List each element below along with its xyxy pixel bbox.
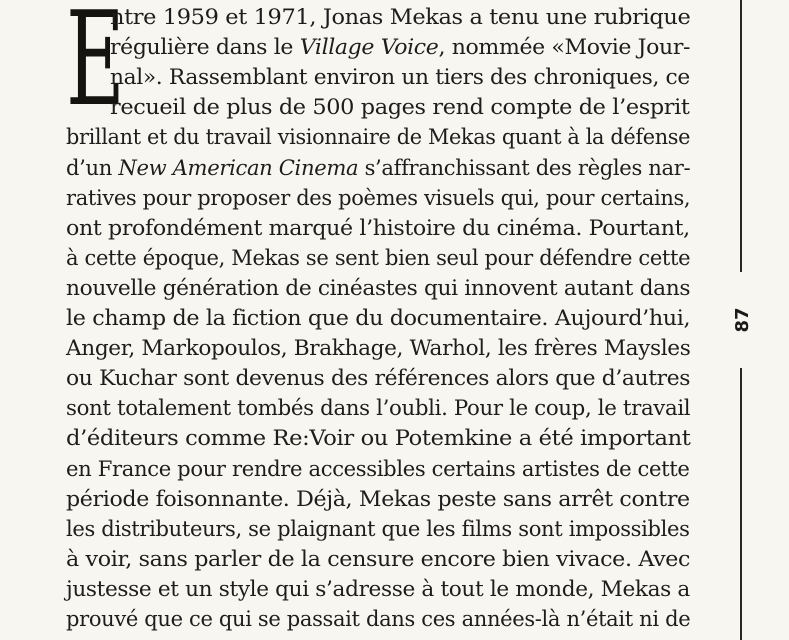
line-text: sont totalement tombés dans l’oubli. Pour le coup, le travail	[66, 396, 691, 421]
line-text: ou Kuchar sont devenus des références alors que d’autres	[66, 366, 691, 391]
article-line	[110, 2, 690, 32]
line-text: s’affranchissant des règles nar-	[358, 155, 691, 180]
article-line	[66, 333, 690, 363]
line-text: période foisonnante. Déjà, Mekas peste sans arrêt contre	[66, 486, 690, 511]
line-text: régulière dans le	[110, 35, 300, 60]
margin-rule-bottom	[740, 368, 742, 640]
drop-cap: E	[66, 0, 125, 135]
line-text: ratives pour proposer des poèmes visuels qui, pour certains,	[66, 185, 691, 210]
article-line	[66, 423, 690, 453]
line-text: ntre 1959 et 1971, Jonas Mekas a tenu une rubrique	[110, 5, 691, 29]
article-line	[110, 62, 690, 92]
article-line	[66, 484, 690, 514]
line-text: les distributeurs, se plaignant que les films sont impossibles	[66, 516, 690, 541]
line-text: en France pour rendre accessibles certains artistes de cette	[66, 456, 690, 481]
italic-title: Village Voice	[299, 35, 439, 60]
article-line	[66, 183, 690, 213]
line-text: brillant et du travail visionnaire de Mekas quant à la défense	[66, 125, 691, 150]
article-line	[110, 92, 690, 122]
article-line	[66, 454, 690, 484]
article-line	[66, 574, 690, 604]
page-number: 87	[731, 307, 753, 333]
article-line	[66, 273, 690, 303]
line-text: prouvé que ce qui se passait dans ces années-là n’était ni de	[66, 607, 691, 631]
italic-title: New American Cinema	[118, 155, 359, 180]
line-text: nouvelle génération de cinéastes qui innovent autant dans	[66, 275, 691, 300]
article-line	[66, 122, 690, 152]
line-text: à voir, sans parler de la censure encore bien vivace. Avec	[66, 546, 691, 571]
line-text: , nommée «Movie Jour-	[438, 35, 691, 60]
article-line	[66, 303, 690, 333]
line-text: d’éditeurs comme Re:Voir ou Potemkine a été important	[66, 426, 691, 451]
article-line	[66, 363, 690, 393]
article-line	[66, 393, 690, 423]
article-line	[66, 153, 690, 183]
line-text: ont profondément marqué l’histoire du cinéma. Pourtant,	[66, 215, 690, 240]
line-text: d’un	[66, 155, 119, 180]
line-text: Anger, Markopoulos, Brakhage, Warhol, les frères Maysles	[66, 336, 691, 361]
article-line	[110, 32, 690, 62]
line-text: justesse et un style qui s’adresse à tout le monde, Mekas a	[66, 576, 690, 601]
article-line	[66, 514, 690, 544]
line-text: le champ de la fiction que du documentaire. Aujourd’hui,	[66, 306, 691, 330]
margin-rule-top	[740, 0, 742, 272]
article-line	[66, 243, 690, 273]
line-text: à cette époque, Mekas se sent bien seul pour défendre cette	[66, 245, 691, 270]
line-text: recueil de plus de 500 pages rend compte de l’esprit	[110, 95, 690, 120]
line-text: nal». Rassemblant environ un tiers des chroniques, ce	[110, 65, 690, 90]
article-line	[66, 604, 690, 634]
article-line	[66, 213, 690, 243]
article-line	[66, 544, 690, 574]
